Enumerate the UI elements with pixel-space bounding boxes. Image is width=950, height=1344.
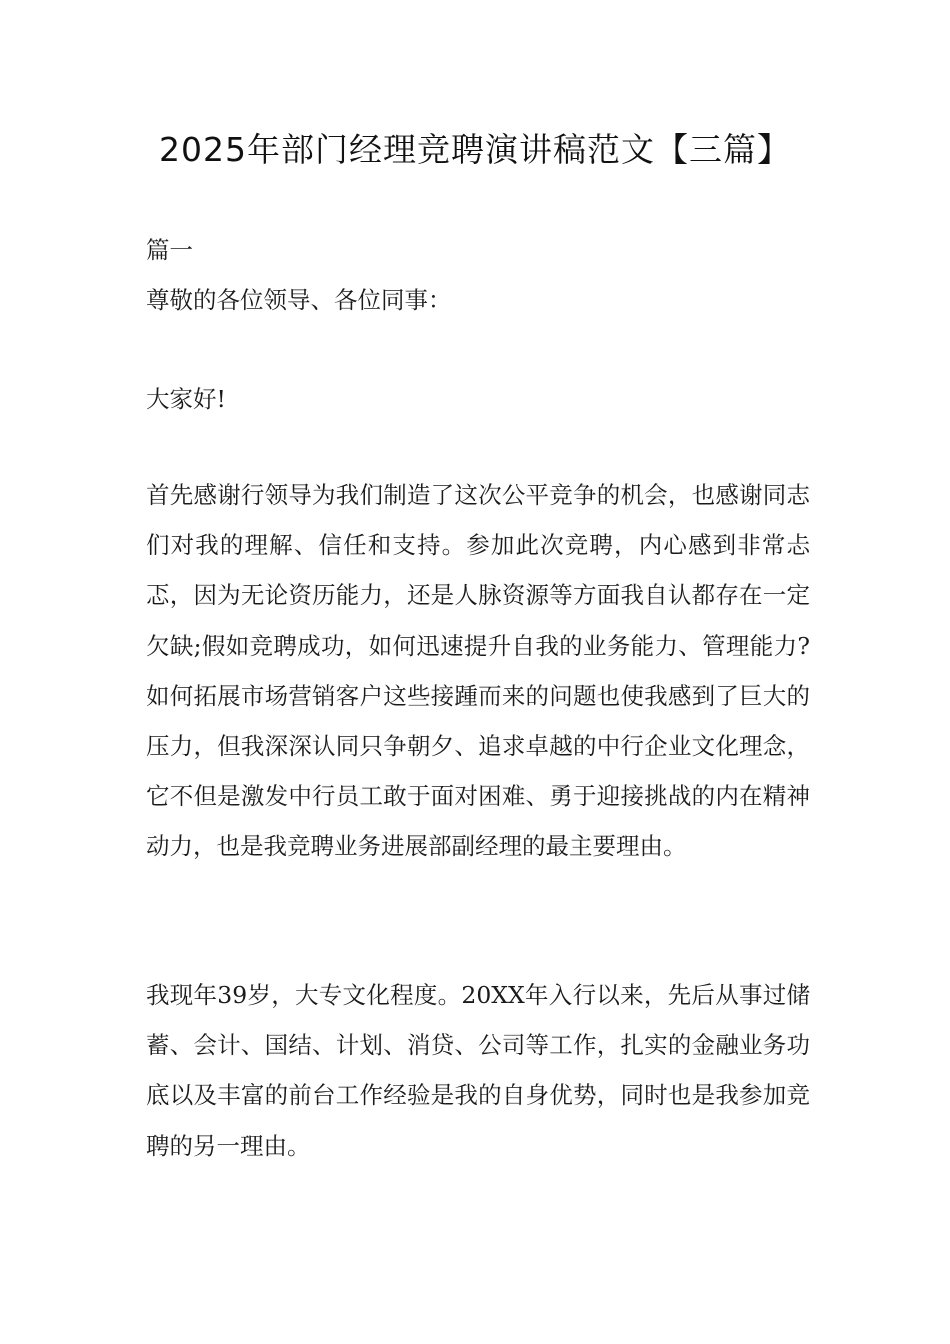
section-label: 篇一: [146, 236, 193, 264]
body-paragraph-1: 首先感谢行领导为我们制造了这次公平竞争的机会，也感谢同志们对我的理解、信任和支持。参加此次竞聘，内心感到非常忐忑，因为无论资历能力，还是人脉资源等方面我自认都存在一定欠缺;假如竞聘成功，如何迅速提升自我的业务能力、管理能力?如何拓展市场营销客户这些接踵而来的问题也使我感到了巨大的压力，但我深深认同只争朝夕、追求卓越的中行企业文化理念，它不但是激发中行员工敢于面对困难、勇于迎接挑战的内在精神动力，也是我竞聘业务进展部副经理的最主要理由。: [146, 481, 810, 861]
document-title: 2025年部门经理竞聘演讲稿范文【三篇】: [159, 130, 791, 169]
greeting: 大家好!: [146, 385, 226, 413]
body-paragraph-2: 我现年39岁，大专文化程度。20XX年入行以来，先后从事过储蓄、会计、国结、计划、消贷、公司等工作，扎实的金融业务功底以及丰富的前台工作经验是我的自身优势，同时也是我参加竞聘的另一理由。: [146, 981, 810, 1160]
salutation: 尊敬的各位领导、各位同事：: [146, 286, 452, 314]
